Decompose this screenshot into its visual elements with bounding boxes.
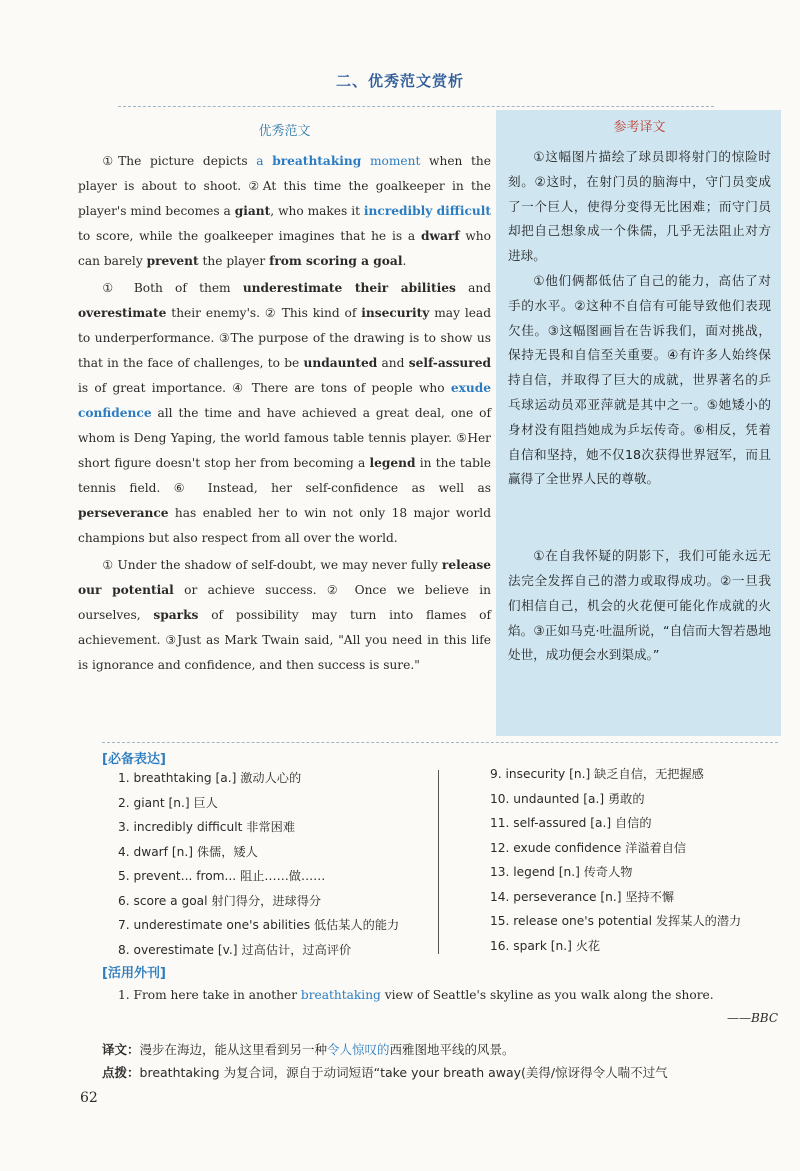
essay-paragraph-1 (78, 149, 491, 274)
tip-label: 点拨： (102, 1065, 140, 1080)
example-highlight: breathtaking (300, 988, 381, 1002)
essay-text: the player (198, 254, 270, 268)
essay-heading: 优秀范文 (258, 124, 311, 139)
highlighted-phrase: release our potential (78, 558, 491, 597)
highlighted-phrase: legend (369, 456, 416, 470)
vocab-item: 15. release one's potential 发挥某人的潜力 (490, 914, 742, 928)
essay-text: and (377, 356, 409, 370)
vocab-item: 11. self-assured [a.] 自信的 (490, 816, 652, 830)
vocab-label: [必备表达] (102, 752, 166, 767)
section-title: 二、优秀范文赏析 (335, 72, 464, 90)
usage-translation (102, 1040, 792, 1058)
example-text: 1. From here take in another (118, 988, 301, 1002)
vocab-item: 10. undaunted [a.] 勇敢的 (490, 791, 645, 806)
essay-text: to score, while the goalkeeper imagines that he is a (78, 229, 421, 243)
vocab-list-right (490, 762, 800, 958)
highlighted-phrase: self-assured (408, 356, 491, 370)
translation-paragraph-2: ①他们俩都低估了自己的能力，高估了对手的水平。②这种不自信有可能导致他们表现欠佳。③这幅图画旨在告诉我们，面对挑战，保持无畏和自信至关重要。④有许多人始终保持自信，并取得了巨大的成就，世界著名的乒乓球运动员邓亚萍就是其中之一。⑤她矮小的身材没有阻挡她成为乒坛传奇。⑥相反，凭着自信和坚持，她不仅18次获得世界冠军，而且赢得了全世界人民的尊敬。 (508, 272, 771, 487)
vocab-item: 16. spark [n.] 火花 (490, 938, 601, 953)
essay-text: and (455, 281, 492, 295)
vocab-item: 1. breathtaking [a.] 激动人心的 (118, 771, 302, 785)
essay-text: who can barely (78, 229, 491, 268)
essay-text: or achieve success. ② Once we believe in ourselves, (78, 583, 491, 622)
essay-text: ①The picture depicts (102, 154, 257, 168)
translation-paragraph-3: ①在自我怀疑的阴影下，我们可能永远无法完全发挥自己的潜力或取得成功。②一旦我们相信自己，机会的火花便可能化作成就的火焰。③正如马克·吐温所说，“自信而大智若愚地处世，成功便会水到渠成。” (508, 548, 771, 663)
essay-text: ① Under the shadow of self-doubt, we may never fully (102, 558, 442, 572)
translation-text: 漫步在海边，能从这里看到另一种 (139, 1042, 328, 1057)
translation-heading: 参考译文 (613, 120, 666, 135)
translation-highlight: 令人惊叹的 (327, 1042, 390, 1057)
essay-text: when the player is about to shoot. ②At this time the goalkeeper in the player's mind becomes a (78, 154, 491, 218)
essay-text: , who makes it (270, 204, 364, 218)
essay-column (78, 114, 491, 680)
vocab-item: 5. prevent... from... 阻止……做…… (118, 869, 326, 883)
highlighted-phrase: moment (361, 154, 421, 168)
translation-box (496, 110, 781, 736)
page-number: 62 (80, 1090, 98, 1106)
essay-text: . (402, 254, 407, 268)
highlighted-phrase: dwarf (420, 229, 460, 243)
vocab-divider (102, 742, 778, 743)
usage-tip (102, 1063, 792, 1081)
highlighted-phrase: overestimate (78, 306, 167, 320)
vocab-item: 4. dwarf [n.] 侏儒，矮人 (118, 844, 258, 859)
vocab-item: 2. giant [n.] 巨人 (118, 795, 218, 810)
translation-text: 西雅图地平线的风景。 (389, 1042, 515, 1057)
highlighted-phrase: underestimate their abilities (242, 281, 456, 295)
highlighted-phrase: undaunted (303, 356, 378, 370)
essay-text: is of great importance. ④ There are tons of people who (78, 381, 451, 395)
tip-text: breathtaking 为复合词，源自于动词短语“take your breath away(美得/惊讶得令人喘不过气 (139, 1065, 668, 1080)
example-source: ——BBC (726, 1011, 778, 1025)
translation-label: 译文： (102, 1042, 140, 1057)
vocab-item: 9. insecurity [n.] 缺乏自信，无把握感 (490, 767, 704, 781)
vocab-list-left (118, 766, 448, 962)
vocab-column-rule (438, 770, 439, 954)
usage-example (118, 988, 758, 1002)
highlighted-phrase: prevent (146, 254, 199, 268)
vocab-item: 8. overestimate [v.] 过高估计，过高评价 (118, 942, 352, 957)
highlighted-phrase: a (256, 154, 273, 168)
vocab-item: 13. legend [n.] 传奇人物 (490, 865, 633, 879)
essay-text: their enemy's. ② This kind of (166, 306, 362, 320)
essay-text: of possibility may turn into flames of achievement. ③Just as Mark Twain said, "All you need in this life is ignorance and confidence, and then success is sure." (78, 608, 492, 672)
usage-label: [活用外刊] (102, 966, 166, 981)
highlighted-phrase: perseverance (78, 506, 169, 520)
vocab-item: 6. score a goal 射门得分，进球得分 (118, 893, 322, 908)
highlighted-phrase: breathtaking (272, 154, 362, 168)
highlighted-phrase: giant (234, 204, 271, 218)
essay-text: ① Both of them (102, 281, 243, 295)
top-divider (118, 106, 714, 107)
essay-text: in the table tennis field. ⑥ Instead, her self-confidence as well as (78, 456, 492, 495)
essay-paragraph-3 (78, 553, 491, 678)
essay-text: has enabled her to win not only 18 major world champions but also respect from all over the world. (78, 506, 491, 545)
highlighted-phrase: exude confidence (78, 381, 491, 420)
example-text: view of Seattle's skyline as you walk along the shore. (380, 988, 714, 1002)
highlighted-phrase: from scoring a goal (269, 254, 403, 268)
vocab-item: 14. perseverance [n.] 坚持不懈 (490, 889, 675, 904)
essay-paragraph-2 (78, 276, 491, 551)
vocab-item: 3. incredibly difficult 非常困难 (118, 820, 296, 834)
essay-text: all the time and have achieved a great deal, one of whom is Deng Yaping, the world famous table tennis player. ⑤Her short figure doesn't stop her from becoming a (78, 406, 491, 470)
highlighted-phrase: sparks (153, 608, 199, 622)
highlighted-phrase: insecurity (361, 306, 430, 320)
translation-paragraph-1: ①这幅图片描绘了球员即将射门的惊险时刻。②这时，在射门员的脑海中，守门员变成了一个巨人，使得分变得无比困难；而守门员却把自己想象成一个侏儒，几乎无法阻止对方进球。 (508, 149, 771, 264)
highlighted-phrase: incredibly difficult (363, 204, 491, 218)
essay-text: may lead to underperformance. ③The purpose of the drawing is to show us that in the face of challenges, to be (78, 306, 491, 370)
vocab-item: 7. underestimate one's abilities 低估某人的能力 (118, 918, 400, 932)
vocab-item: 12. exude confidence 洋溢着自信 (490, 840, 687, 855)
